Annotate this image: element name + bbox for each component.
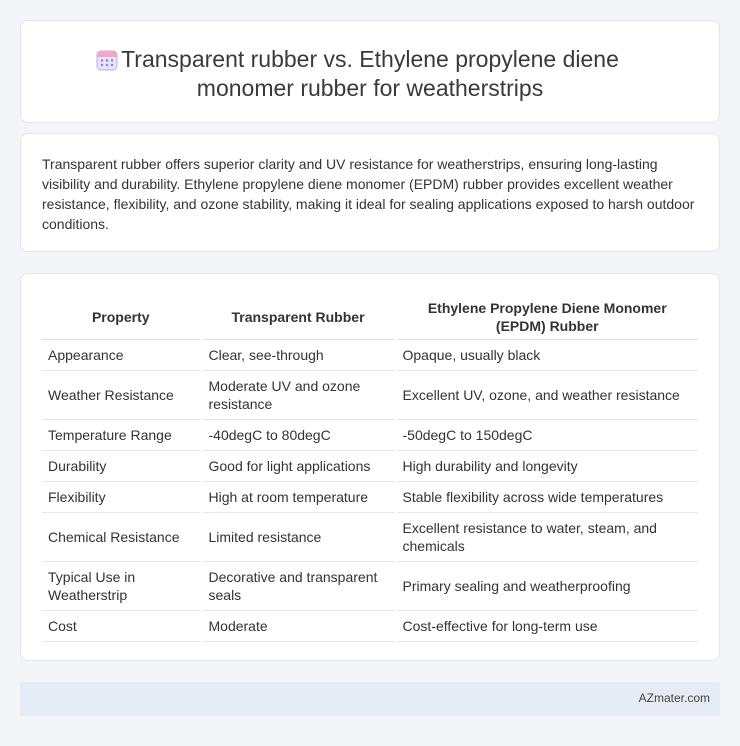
cell-epdm: Opaque, usually black (395, 340, 698, 371)
cell-property: Typical Use in Weatherstrip (42, 562, 201, 611)
cell-property: Appearance (42, 340, 201, 371)
page-title (21, 45, 719, 103)
cell-property: Weather Resistance (42, 371, 201, 420)
table-row (42, 611, 698, 642)
cell-transparent: -40degC to 80degC (201, 420, 395, 451)
table-row (42, 562, 698, 611)
cell-epdm: Stable flexibility across wide temperatures (395, 482, 698, 513)
cell-epdm: -50degC to 150degC (395, 420, 698, 451)
footer-brand[interactable]: AZmater.com (638, 691, 710, 705)
cell-property: Temperature Range (42, 420, 201, 451)
cell-transparent: Moderate UV and ozone resistance (201, 371, 395, 420)
comparison-table-card (20, 273, 720, 661)
intro-card (20, 133, 720, 252)
header-epdm-rubber: Ethylene Propylene Diene Monomer (EPDM) Rubber (395, 295, 698, 340)
cell-epdm: Cost-effective for long-term use (395, 611, 698, 642)
cell-transparent: Good for light applications (201, 451, 395, 482)
page-title-line-2: monomer rubber for weatherstrips (196, 75, 544, 101)
cell-epdm: Primary sealing and weatherproofing (395, 562, 698, 611)
cell-property: Chemical Resistance (42, 513, 201, 562)
table-row (42, 482, 698, 513)
cell-epdm: High durability and longevity (395, 451, 698, 482)
page-title-line-1: Transparent rubber vs. Ethylene propylene diene (121, 46, 619, 72)
cell-property: Flexibility (42, 482, 201, 513)
cell-transparent: Moderate (201, 611, 395, 642)
table-row (42, 371, 698, 420)
table-row (42, 451, 698, 482)
header-property: Property (42, 295, 201, 340)
comparison-table (42, 295, 698, 642)
header-transparent-rubber: Transparent Rubber (201, 295, 395, 340)
table-row (42, 420, 698, 451)
title-card (20, 20, 720, 123)
footer-bar (20, 682, 720, 716)
table-header-row (42, 295, 698, 340)
cell-epdm: Excellent UV, ozone, and weather resistance (395, 371, 698, 420)
cell-transparent: High at room temperature (201, 482, 395, 513)
table-row (42, 513, 698, 562)
cell-transparent: Limited resistance (201, 513, 395, 562)
cell-transparent: Clear, see-through (201, 340, 395, 371)
cell-transparent: Decorative and transparent seals (201, 562, 395, 611)
cell-property: Cost (42, 611, 201, 642)
intro-paragraph: Transparent rubber offers superior clarity and UV resistance for weatherstrips, ensuring long-lasting visibility and durability. Ethylene propylene diene monomer (EPDM) rubber provides excellent weather resistance, flexibility, and ozone stability, making it ideal for sealing applications exposed to harsh outdoor conditions. (42, 156, 695, 232)
cell-epdm: Excellent resistance to water, steam, and chemicals (395, 513, 698, 562)
table-row (42, 340, 698, 371)
cell-property: Durability (42, 451, 201, 482)
